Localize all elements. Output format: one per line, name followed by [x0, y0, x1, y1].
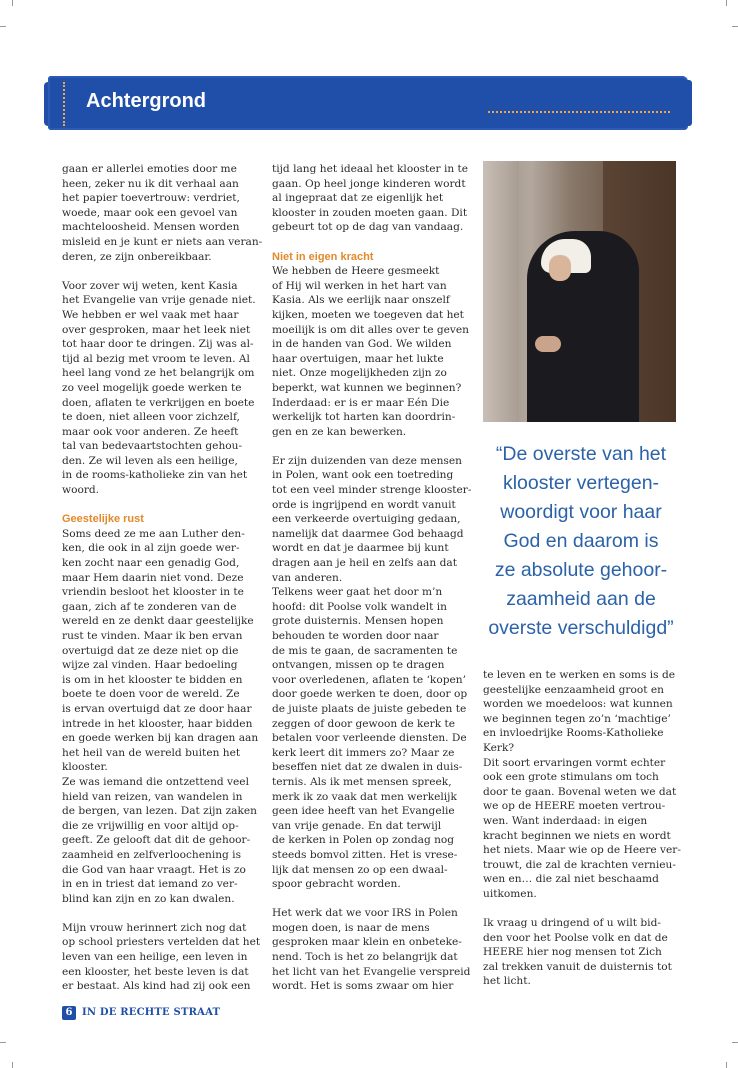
text-line: woord. [62, 484, 100, 497]
text-line: kerk leert dit immers zo? Maar ze [272, 746, 455, 759]
text-line: tot haar door te dringen. Zij was al- [62, 338, 254, 351]
text-line: steeds bomvol zitten. Het is vrese- [272, 848, 458, 861]
text-line: door goede werken te doen, door op [272, 688, 468, 701]
text-line: rust te vinden. Maar ik ben ervan [62, 630, 243, 642]
text-line: heel lang vond ze het belangrijk om [62, 367, 255, 380]
text-line: over gesproken, maar het leek niet [62, 323, 251, 336]
text-line: behouden te worden door naar [272, 630, 439, 642]
text-line: het papier toevertrouw: verdriet, [62, 192, 240, 205]
text-line: we op de HEERE moeten vertrou- [483, 800, 666, 813]
text-line: “De overste van het [495, 443, 667, 465]
text-line: leven van een heilige, een leven in [62, 951, 248, 964]
text-line: Dit soort ervaringen vormt echter [483, 756, 666, 769]
banner-dotted-rule [63, 82, 67, 126]
text-line: geestelijke eenzaamheid groot en [483, 683, 664, 696]
text-line: klooster vertegen- [502, 472, 660, 494]
text-line: uitkomen. [483, 887, 537, 900]
text-line: niet. Onze mogelijkheden zijn zo [272, 367, 447, 380]
text-line: het Evangelie van vrije genade niet. [62, 294, 256, 307]
banner-dotted-rule [488, 111, 670, 114]
magazine-title: IN DE RECHTE STRAAT [82, 1007, 221, 1018]
paragraph [483, 916, 679, 989]
text-line: kijken, moeten we toegeven dat het [272, 308, 464, 321]
text-line: grote duisternis. Mensen hopen [272, 615, 444, 628]
text-line: gen en ze kan bewerken. [272, 425, 407, 438]
text-line: maar ook voor anderen. Ze heeft [62, 425, 239, 438]
pull-quote [476, 440, 686, 643]
text-line: is om in het klooster te bidden en [62, 673, 243, 686]
text-line: Voor zover wij weten, kent Kasia [62, 279, 238, 292]
text-line: zaamheid en zelfverloochening is [62, 848, 242, 861]
text-line: Inderdaad: er is er maar Eén Die [272, 396, 450, 409]
text-line: zo veel mogelijk goede werken te [62, 381, 242, 394]
section-title: Achtergrond [86, 90, 206, 112]
article-column-2 [272, 162, 472, 994]
text-line: We hebben de Heere gesmeekt [272, 265, 440, 278]
text-line: vriendin besloot het klooster in te [62, 586, 244, 599]
text-line: orde is ingrijpend en wordt vanuit [272, 498, 456, 511]
text-line: in en in triest dat iemand zo ver- [62, 878, 238, 891]
subheading: Niet in eigen kracht [272, 250, 374, 263]
text-line: die ze vrijwillig en voor altijd op- [62, 819, 239, 832]
text-line: overste verschuldigd” [488, 617, 674, 639]
text-line: spoor gebracht worden. [272, 878, 401, 891]
text-line: We hebben er wel vaak met haar [62, 308, 239, 321]
page-number: 6 [62, 1006, 76, 1020]
text-line: tijd al bezig met vroom te leven. Al [62, 352, 250, 365]
text-line: beseffen niet dat ze dwalen in duis- [272, 761, 463, 774]
text-line: en goede werken bij kan dragen aan [62, 732, 259, 745]
text-line: wen. Want inderdaad: in eigen [483, 814, 648, 827]
text-line: dragen aan je heil en zelfs aan dat [272, 557, 457, 570]
text-line: Er zijn duizenden van deze mensen [272, 454, 462, 467]
text-line: geen idee heeft van het Evangelie [272, 805, 455, 818]
text-line: al ingepraat dat ze eigenlijk het [272, 192, 444, 205]
text-line: mogen doen, is naar de mens [272, 921, 430, 934]
text-line: gaan er allerlei emoties door me [62, 163, 237, 175]
text-line: die God van haar vraagt. Het is zo [62, 863, 246, 876]
text-line: te doen, niet alleen voor zichzelf, [62, 411, 240, 424]
text-line: boete te doen voor de wereld. Ze [62, 688, 240, 701]
text-line: wordt en dat je daarmee bij kunt [272, 542, 449, 555]
text-line: maar Hem daarin niet vond. Deze [62, 571, 244, 584]
text-line: gesproken maar klein en onbeteke- [272, 936, 462, 949]
text-line: Ze was iemand die ontzettend veel [62, 775, 249, 788]
text-line: een klooster, het beste leven is dat [62, 965, 249, 978]
text-line: is ervan overtuigd dat ze door haar [62, 702, 252, 715]
text-line: Telkens weer gaat het door m’n [272, 586, 443, 599]
text-line: betalen voor verleende diensten. De [272, 732, 467, 745]
text-line: intrede in het klooster, haar bidden [62, 717, 253, 730]
text-line: gebeurt tot op de dag van vandaag. [272, 221, 464, 234]
text-line: doen, aflaten te verkrijgen en boete [62, 396, 255, 409]
text-line: gaan. Op heel jonge kinderen wordt [272, 177, 466, 190]
paragraph [272, 906, 471, 994]
paragraph [62, 162, 263, 264]
text-line: de kerken in Polen op zondag nog [272, 834, 455, 847]
text-line: Het werk dat we voor IRS in Polen [272, 907, 458, 920]
text-line: tot een veel minder strenge klooster- [272, 484, 472, 497]
text-line: we beginnen tegen zo’n ‘machtige’ [483, 712, 671, 725]
text-line: wijze zal vinden. Haar bedoeling [62, 659, 238, 672]
text-line: een verkeerde overtuiging gedaan, [272, 513, 461, 526]
article-column-1 [62, 162, 263, 994]
text-line: geeft. Ze gelooft dat dit de gehoor- [62, 834, 251, 847]
text-line: worden we moedeloos: wat kunnen [483, 698, 673, 711]
text-line: Ik vraag u dringend of u wilt bid- [483, 917, 661, 930]
text-line: zal trekken vanuit de duisternis tot [483, 960, 672, 973]
paragraph [272, 162, 468, 235]
paragraph [272, 264, 468, 439]
text-line: wordt. Het is soms zwaar om hier [272, 980, 454, 993]
text-line: het niets. Maar wie op de Heere ver- [483, 844, 681, 857]
text-line: en invloedrijke Rooms-Katholieke [483, 727, 664, 740]
text-line: in de handen van God. We wilden [272, 338, 452, 351]
text-line: HEERE hier nog mensen tot Zich [483, 946, 662, 959]
text-line: de juiste plaats de juiste gebeden te [272, 702, 467, 715]
text-line: den voor het Poolse volk en dat de [483, 931, 668, 944]
text-line: machteloosheid. Mensen worden [62, 221, 240, 234]
subheading: Geestelijke rust [62, 513, 144, 526]
text-line: beperkt, wat kunnen we beginnen? [272, 381, 462, 394]
text-line: woede, maar ook een gevoel van [62, 206, 238, 219]
text-line: namelijk dat daarmee God behaagd [272, 527, 464, 540]
text-line: in Polen, want ook een toetreding [272, 469, 454, 482]
text-line: hoofd: dit Poolse volk wandelt in [272, 600, 447, 613]
text-line: te leven en te werken en soms is de [483, 669, 675, 681]
text-line: of Hij wil werken in het hart van [272, 279, 447, 292]
text-line: heen, zeker nu ik dit verhaal aan [62, 177, 239, 190]
text-line: het licht. [483, 975, 531, 988]
text-line: door te gaan. Bovenal weten we dat [483, 785, 677, 798]
text-line: Mijn vrouw herinnert zich nog dat [62, 921, 247, 934]
text-line: ook een grote stimulans om toch [483, 771, 659, 784]
paragraph [483, 668, 679, 902]
article-column-3 [483, 668, 679, 989]
text-line: op school priesters vertelden dat het [62, 936, 261, 949]
paragraph [62, 527, 258, 906]
text-line: zeggen of door gewoon de kerk te [272, 717, 456, 730]
text-line: de bergen, van lezen. Dat zijn zaken [62, 805, 257, 818]
text-line: zaamheid aan de [506, 588, 656, 610]
text-line: gaan, zich af te zonderen van de [62, 600, 237, 613]
text-line: klooster. [62, 761, 108, 774]
text-line: het heil van de wereld buiten het [62, 746, 241, 759]
text-line: nend. Toch is het zo belangrijk dat [272, 951, 458, 964]
text-line: wereld en ze denkt daar geestelijke [62, 615, 254, 628]
text-line: woordigt voor haar [500, 501, 662, 523]
text-line: van vrije genade. En dat terwijl [272, 819, 442, 832]
paragraph [62, 279, 258, 498]
text-line: klooster in zouden moeten gaan. Dit [272, 206, 468, 219]
paragraph [272, 454, 472, 892]
text-line: in de rooms-katholieke zin van het [62, 469, 248, 482]
text-line: merk ik zo vaak dat men werkelijk [272, 790, 457, 803]
text-line: hield van reizen, van wandelen in [62, 790, 243, 803]
text-line: werkelijk tot harten kan doordrin- [272, 411, 456, 424]
text-line: misleid en je kunt er niets aan veran- [62, 235, 263, 248]
nun-photo [483, 161, 676, 422]
text-line: voor overledenen, aflaten te ‘kopen’ [272, 673, 466, 686]
text-line: Kerk? [483, 741, 515, 754]
text-line: tijd lang het ideaal het klooster in te [272, 163, 469, 175]
banner-edge [684, 80, 692, 126]
text-line: ken zocht naar een genadig God, [62, 557, 240, 570]
text-line: wen en… die zal niet beschaamd [483, 873, 659, 886]
text-line: haar overtuigen, maar het lukte [272, 352, 444, 365]
text-line: den. Ze wil leven als een heilige, [62, 454, 238, 467]
text-line: er bestaat. Als kind had zij ook een [62, 980, 251, 993]
text-line: trouwt, die zal de krachten vernieu- [483, 858, 676, 871]
text-line: tal van bedevaartstochten gehou- [62, 440, 243, 453]
text-line: Kasia. Als we eerlijk naar onszelf [272, 294, 450, 307]
text-line: ontvangen, missen op te dragen [272, 659, 445, 672]
text-line: van anderen. [272, 571, 343, 584]
text-line: Soms deed ze me aan Luther den- [62, 527, 245, 540]
text-line: het licht van het Evangelie verspreid [272, 965, 471, 978]
text-line: God en daarom is [503, 530, 659, 552]
text-line: kracht beginnen we niets en wordt [483, 829, 671, 842]
text-line: de mis te gaan, de sacramenten te [272, 644, 458, 657]
text-line: ternis. Als ik met mensen spreek, [272, 775, 452, 788]
text-line: lijk dat mensen zo op een dwaal- [272, 863, 448, 876]
text-line: deren, ze zijn onbereikbaar. [62, 250, 212, 263]
text-line: blind kan zijn en zo kan dwalen. [62, 892, 235, 905]
text-line: ken, die ook in al zijn goede wer- [62, 542, 240, 555]
text-line: moeilijk is om dit alles over te geven [272, 323, 469, 336]
text-line: ze absolute gehoor- [494, 559, 668, 581]
paragraph [62, 921, 261, 994]
text-line: overtuigd dat ze deze niet op die [62, 644, 239, 657]
